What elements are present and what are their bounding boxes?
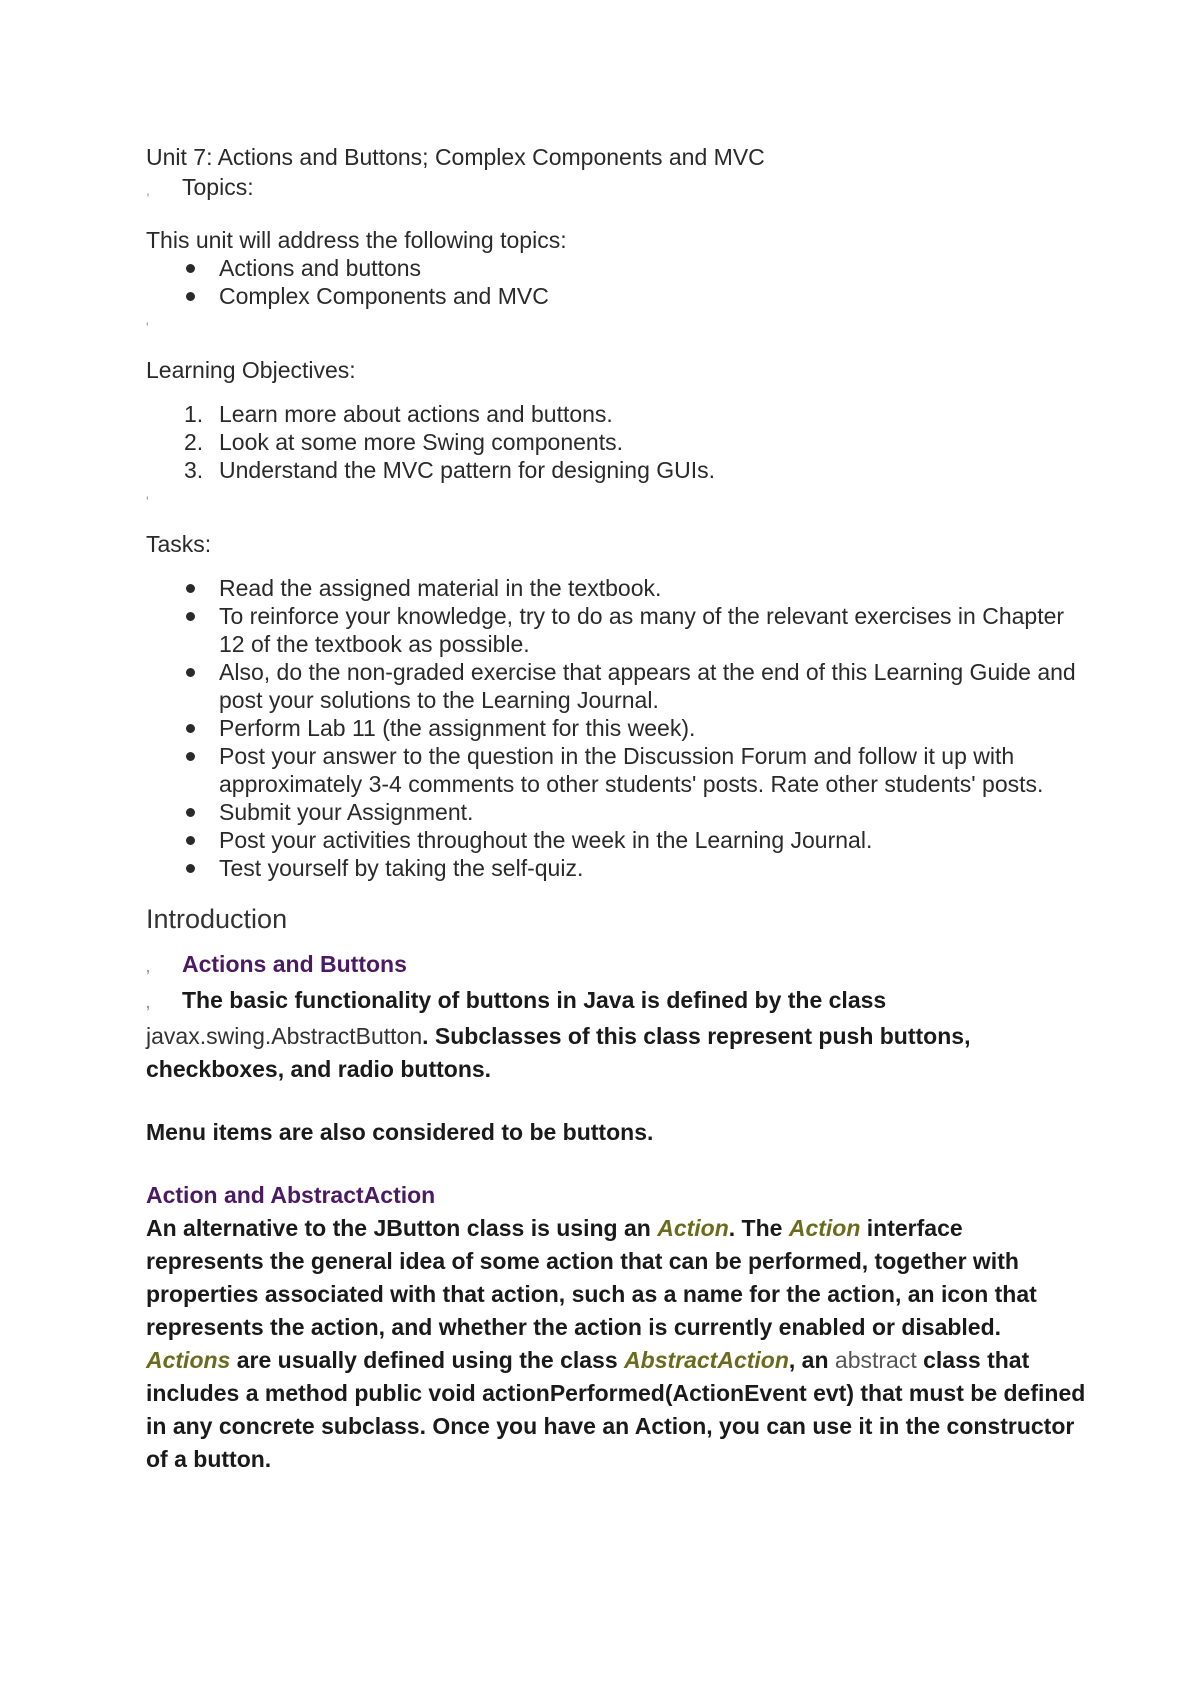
tasks-list xyxy=(146,574,1086,882)
introduction-heading: Introduction xyxy=(146,904,288,934)
action-term: Action xyxy=(788,1215,861,1241)
bookmark-marker-icon: ' xyxy=(146,319,149,335)
list-text: Understand the MVC pattern for designing GUIs. xyxy=(219,457,716,483)
blank-marker-line xyxy=(146,484,1086,514)
section1-p1-text-c: . Subclasses of this class represent push buttons, checkboxes, and radio buttons. xyxy=(146,1023,971,1082)
section2-paragraph xyxy=(146,1212,1086,1476)
objectives-list xyxy=(146,400,1086,484)
page-content xyxy=(146,143,1086,1476)
list-item: Post your answer to the question in the Discussion Forum and follow it up with approximately 3-4 comments to other students' posts. Rate other students' posts. xyxy=(146,742,1086,798)
tasks-label: Tasks: xyxy=(146,531,212,557)
list-item: Perform Lab 11 (the assignment for this week). xyxy=(146,714,1086,742)
abstractaction-term: AbstractAction xyxy=(624,1347,789,1373)
s2-text: interface represents the general idea of some action that can be performed, together with properties associated with that action, such as a name for the action, an icon that represents the action, and whether the action is currently enabled or disabled. xyxy=(146,1215,1037,1340)
bookmark-marker-icon: , xyxy=(146,959,150,975)
list-item xyxy=(146,400,1086,428)
list-text: Look at some more Swing components. xyxy=(219,429,623,455)
topics-list xyxy=(146,254,1086,310)
list-text: Learn more about actions and buttons. xyxy=(219,401,613,427)
abstract-term: abstract xyxy=(834,1347,917,1373)
bookmark-marker-icon: , xyxy=(146,995,150,1011)
list-item: Complex Components and MVC xyxy=(146,282,1086,310)
bookmark-marker-icon: , xyxy=(146,182,150,198)
s2-text: . The xyxy=(728,1215,789,1241)
list-item: Test yourself by taking the self-quiz. xyxy=(146,854,1086,882)
topics-intro: This unit will address the following topics: xyxy=(146,227,567,253)
section1-paragraph1 xyxy=(146,984,1086,1086)
list-item: Actions and buttons xyxy=(146,254,1086,282)
unit-title: Unit 7: Actions and Buttons; Complex Components and MVC xyxy=(146,144,765,170)
s2-text: An alternative to the JButton class is using an xyxy=(146,1215,658,1241)
list-item: Read the assigned material in the textbook. xyxy=(146,574,1086,602)
objectives-label: Learning Objectives: xyxy=(146,357,356,383)
action-term: Action xyxy=(657,1215,729,1241)
list-item: Also, do the non-graded exercise that appears at the end of this Learning Guide and post your solutions to the Learning Journal. xyxy=(146,658,1086,714)
list-number: 3. xyxy=(184,457,204,483)
section1-paragraph2: Menu items are also considered to be buttons. xyxy=(146,1119,654,1145)
blank-marker-line xyxy=(146,310,1086,340)
section-heading-actions-and-buttons: Actions and Buttons xyxy=(182,951,407,977)
s2-text: , an xyxy=(788,1347,835,1373)
topics-label-line xyxy=(146,173,1086,204)
list-number: 2. xyxy=(184,429,204,455)
list-item xyxy=(146,456,1086,484)
section-heading-action-and-abstractaction: Action and AbstractAction xyxy=(146,1182,436,1208)
list-item xyxy=(146,428,1086,456)
topics-label: Topics: xyxy=(182,174,254,200)
list-item: Post your activities throughout the week in the Learning Journal. xyxy=(146,826,1086,854)
actions-term: Actions xyxy=(146,1347,231,1373)
section-heading-line xyxy=(146,948,1086,984)
section1-p1-classname: javax.swing.AbstractButton xyxy=(146,1023,423,1049)
s2-text: class that includes a method public void actionPerformed(ActionEvent evt) that must be defined in any concrete subclass. Once you have an Action, you can use it in the constructor of a button. xyxy=(146,1347,1086,1472)
list-item: Submit your Assignment. xyxy=(146,798,1086,826)
bookmark-marker-icon: ' xyxy=(146,493,149,509)
list-item: To reinforce your knowledge, try to do as many of the relevant exercises in Chapter 12 of the textbook as possible. xyxy=(146,602,1086,658)
section1-p1-text-a: The basic functionality of buttons in Java is defined by the class xyxy=(182,987,887,1013)
s2-text: are usually defined using the class xyxy=(230,1347,625,1373)
list-number: 1. xyxy=(184,401,204,427)
